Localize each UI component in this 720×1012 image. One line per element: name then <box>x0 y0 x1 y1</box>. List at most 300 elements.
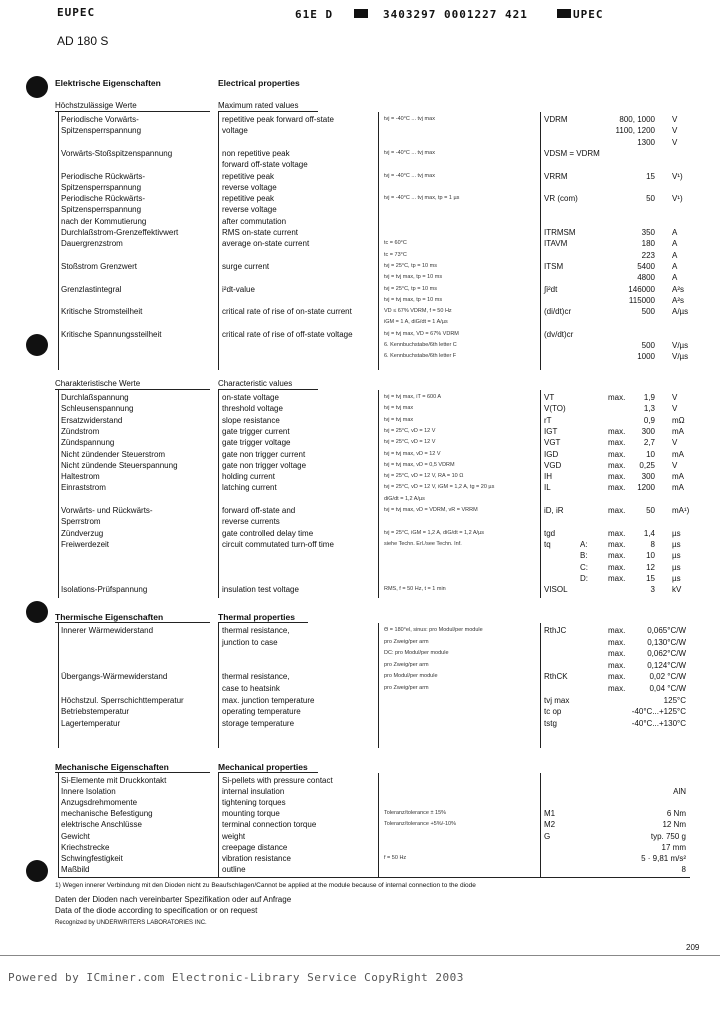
param-de: Höchstzul. Sperrschichttemperatur <box>61 695 184 705</box>
footnote-1: 1) Wegen innerer Verbindung mit den Dioden nicht zu Beaufschlagen/Cannot be applied at the module because of internal connection to the diode <box>55 882 476 889</box>
mechanical-underline-de <box>55 772 210 773</box>
thermal-mid-rule <box>218 623 219 748</box>
param-en: critical rate of rise of off-state voltage <box>222 329 353 339</box>
table-row <box>0 295 720 306</box>
value: 0,9 <box>643 415 655 425</box>
value: 180 <box>641 239 655 249</box>
value: typ. 750 g <box>650 831 686 841</box>
variant-label: C: <box>580 562 588 572</box>
symbol: tq <box>544 539 551 549</box>
qualifier: max. <box>608 637 626 647</box>
table-row <box>0 775 720 786</box>
max-cond-rule <box>378 112 379 370</box>
table-row <box>0 392 720 403</box>
condition: RMS, f = 50 Hz, t = 1 min <box>384 586 446 593</box>
table-row <box>0 831 720 842</box>
symbol: tgd <box>544 528 556 538</box>
symbol: VR (com) <box>544 194 578 204</box>
param-de: Si-Elemente mit Druckkontakt <box>61 776 167 785</box>
qualifier: max. <box>608 506 626 515</box>
mechanical-title-en: Mechanical properties <box>218 762 308 772</box>
qualifier: max. <box>608 562 626 572</box>
param-de: Schwingfestigkeit <box>61 853 123 863</box>
value: 1300 <box>637 137 655 147</box>
symbol: iD, iR <box>544 506 564 515</box>
model-title: AD 180 S <box>57 34 109 48</box>
param-en: gate non trigger voltage <box>222 460 307 470</box>
param-en: slope resistance <box>222 415 280 425</box>
symbol: ITSM <box>544 261 564 271</box>
qualifier: max. <box>608 472 626 482</box>
param-en: i²dt-value <box>222 284 255 294</box>
param-en: outline <box>222 864 246 874</box>
param-de: Maßbild <box>61 864 90 874</box>
param-de: Zündverzug <box>61 528 104 538</box>
punch-hole-3 <box>26 601 48 623</box>
symbol: (di/dt)cr <box>544 307 572 317</box>
condition: tvj = 25°C, vD = 12 V, RA = 10 Ω <box>384 473 464 480</box>
condition: tvj = tvj max <box>384 416 414 423</box>
param-en: max. junction temperature <box>222 695 315 705</box>
value: -40°C...+125°C <box>631 707 686 717</box>
symbol: RthCK <box>544 672 568 682</box>
value: 4800 <box>637 273 655 283</box>
qualifier: max. <box>608 672 626 682</box>
char-mid-rule <box>218 390 219 598</box>
table-row <box>0 148 720 159</box>
value: -40°C...+130°C <box>631 718 686 728</box>
param-en: weight <box>222 831 246 841</box>
param-de: Anzugsdrehmomente <box>61 798 138 808</box>
char-values-de: Charakteristische Werte <box>55 379 141 388</box>
value: 12 Nm <box>662 820 686 830</box>
header-code: 61E D <box>295 8 334 21</box>
condition: tvj = tvj max, tp = 10 ms <box>384 274 443 281</box>
value: 146000 <box>628 284 655 294</box>
table-row <box>0 182 720 193</box>
table-row <box>0 808 720 819</box>
param-en: thermal resistance, <box>222 626 290 635</box>
qualifier: max. <box>608 539 626 549</box>
qualifier: max. <box>608 626 626 635</box>
char-underline-de <box>55 389 210 390</box>
value: 0,02 °C/W <box>649 672 686 682</box>
param-de: Ersatzwiderstand <box>61 415 123 425</box>
qualifier: max. <box>608 393 626 402</box>
table-row <box>0 460 720 471</box>
char-values-en: Characteristic values <box>218 379 293 388</box>
table-row <box>0 562 720 573</box>
param-en: gate controlled delay time <box>222 528 314 538</box>
param-de: Vorwärts-Stoßspitzenspannung <box>61 148 173 158</box>
param-en: case to heatsink <box>222 684 280 693</box>
condition: tvj = 25°C, vD = 12 V <box>384 439 436 446</box>
symbol: tstg <box>544 718 557 728</box>
param-en: threshold voltage <box>222 404 283 414</box>
table-row <box>0 786 720 797</box>
variant-label: B: <box>580 551 588 561</box>
mech-mid-rule <box>218 773 219 877</box>
param-de: mechanische Befestigung <box>61 809 153 819</box>
unit: mA <box>672 472 684 482</box>
symbol: RthJC <box>544 626 567 635</box>
param-en: repetitive peak <box>222 171 275 181</box>
param-de: Einraststrom <box>61 483 106 493</box>
unit: µs <box>672 573 681 583</box>
condition: Θ = 180°el, sinus: pro Modul/per module <box>384 627 483 633</box>
symbol: tc op <box>544 707 562 717</box>
table-row <box>0 340 720 351</box>
mech-bottom-rule <box>58 877 690 878</box>
param-en: voltage <box>222 126 248 136</box>
param-en: thermal resistance, <box>222 672 290 682</box>
condition: pro Zweig/per arm <box>384 661 429 668</box>
value: 15 <box>646 171 655 181</box>
param-de: Vorwärts- und Rückwärts- <box>61 506 153 515</box>
symbol: G <box>544 831 551 841</box>
condition: tvj = tvj max, VD = 67% VDRM <box>384 330 459 337</box>
value: 0,25 <box>639 460 655 470</box>
unit: A²s <box>672 295 684 305</box>
param-en: vibration resistance <box>222 853 291 863</box>
qualifier: max. <box>608 573 626 583</box>
param-de: Innere Isolation <box>61 787 116 797</box>
condition: tvj = -40°C ... tvj max <box>384 116 435 122</box>
condition: tvj = tvj max, tp = 10 ms <box>384 296 443 303</box>
symbol: IGD <box>544 449 559 459</box>
mech-sym-rule <box>540 773 541 877</box>
unit: V <box>672 137 678 147</box>
table-row <box>0 842 720 853</box>
max-values-en: Maximum rated values <box>218 101 299 110</box>
symbol: ITAVM <box>544 239 568 249</box>
value: 500 <box>641 341 655 350</box>
table-row <box>0 238 720 249</box>
unit: A <box>672 250 678 260</box>
param-de: Kriechstrecke <box>61 842 110 852</box>
value: 115000 <box>628 295 655 305</box>
unit: kV <box>672 585 682 595</box>
symbol: tvj max <box>544 695 570 705</box>
param-en: circuit commutated turn-off time <box>222 539 334 549</box>
param-de: Kritische Spannungssteilheit <box>61 329 162 339</box>
param-en: reverse voltage <box>222 182 277 192</box>
param-de: Periodische Vorwärts- <box>61 115 139 124</box>
table-row <box>0 528 720 539</box>
condition: tvj = -40°C ... tvj max <box>384 149 435 156</box>
value: 0,130°C/W <box>647 637 686 647</box>
symbol: rT <box>544 415 552 425</box>
symbol: ∫i²dt <box>544 284 558 294</box>
condition: iGM = 1 A, diG/dt = 1 A/µs <box>384 319 448 326</box>
param-de: Nicht zündender Steuerstrom <box>61 449 166 459</box>
header-block-right <box>557 9 571 18</box>
param-en: holding current <box>222 472 275 482</box>
table-row <box>0 573 720 584</box>
table-row <box>0 114 720 125</box>
qualifier: max. <box>608 438 626 448</box>
value: 3 <box>650 585 655 595</box>
unit: A <box>672 261 678 271</box>
symbol: M1 <box>544 809 556 819</box>
symbol: IH <box>544 472 552 482</box>
punch-hole-1 <box>26 76 48 98</box>
qualifier: max. <box>608 660 626 670</box>
param-de: Betriebstemperatur <box>61 707 130 717</box>
value: 15 <box>646 573 655 583</box>
param-de: Übergangs-Wärmewiderstand <box>61 672 168 682</box>
param-en: non repetitive peak <box>222 148 290 158</box>
footer-separator <box>0 955 720 956</box>
unit: µs <box>672 562 681 572</box>
symbol: (dv/dt)cr <box>544 329 574 339</box>
param-en: forward off-state voltage <box>222 160 308 170</box>
condition: pro Modul/per module <box>384 673 438 680</box>
table-row <box>0 284 720 295</box>
param-en: average on-state current <box>222 239 310 249</box>
table-row <box>0 351 720 362</box>
table-row <box>0 482 720 493</box>
param-de: nach der Kommutierung <box>61 216 147 226</box>
param-de: Sperrstrom <box>61 517 101 527</box>
condition: tvj = 25°C, vD = 12 V, iGM = 1,2 A, tg = 20 µs <box>384 484 495 491</box>
param-en: repetitive peak <box>222 194 275 204</box>
max-values-de: Höchstzulässige Werte <box>55 101 137 110</box>
param-de: Haltestrom <box>61 472 100 482</box>
value: 10 <box>646 551 655 561</box>
symbol: ITRMSM <box>544 228 576 237</box>
value: 300 <box>641 472 655 482</box>
symbol: IL <box>544 483 551 493</box>
condition: diG/dt = 1,2 A/µs <box>384 495 425 502</box>
unit: V <box>672 115 678 124</box>
unit: µs <box>672 528 681 538</box>
ul-recognition: Recognized by UNDERWRITERS LABORATORIES INC. <box>55 920 207 926</box>
param-en: gate non trigger current <box>222 449 306 459</box>
table-row <box>0 550 720 561</box>
param-de: Freiwerdezeit <box>61 539 110 549</box>
unit: µs <box>672 539 681 549</box>
param-en: Si-pellets with pressure contact <box>222 776 333 785</box>
param-de: Stoßstrom Grenzwert <box>61 261 138 271</box>
value: 0,062°C/W <box>647 649 686 659</box>
condition: tvj = -40°C ... tvj max <box>384 172 435 179</box>
table-row <box>0 171 720 182</box>
max-underline-de <box>55 111 210 112</box>
param-en: internal insulation <box>222 787 285 797</box>
param-en: storage temperature <box>222 718 295 728</box>
table-row <box>0 216 720 227</box>
table-row <box>0 539 720 550</box>
condition: tc = 60°C <box>384 240 407 247</box>
unit: mΩ <box>672 415 685 425</box>
param-en: mounting torque <box>222 809 280 819</box>
char-cond-rule <box>378 390 379 598</box>
table-row <box>0 660 720 671</box>
table-row <box>0 516 720 527</box>
electrical-title-en: Electrical properties <box>218 78 300 88</box>
param-en: terminal connection torque <box>222 820 317 830</box>
qualifier: max. <box>608 460 626 470</box>
value: 5 · 9,81 m/s² <box>641 853 686 863</box>
thermal-underline-en <box>218 622 308 623</box>
value: 6 Nm <box>666 809 686 819</box>
table-row <box>0 250 720 261</box>
value: 500 <box>641 307 655 317</box>
value: 1,3 <box>643 404 655 414</box>
condition: 6. Kennbuchstabe/6th letter C <box>384 342 457 348</box>
table-row <box>0 137 720 148</box>
param-de: Periodische Rückwärts- <box>61 194 146 204</box>
param-en: tightening torques <box>222 798 286 808</box>
unit: V <box>672 126 678 136</box>
condition: tvj = tvj max, vD = 0,5 VDRM <box>384 461 455 468</box>
condition: tvj = 25°C, tp = 10 ms <box>384 285 437 292</box>
condition: tvj = tvj max, iT = 600 A <box>384 394 442 400</box>
param-en: reverse currents <box>222 517 280 527</box>
condition: 6. Kennbuchstabe/6th letter F <box>384 353 457 360</box>
symbol: VGD <box>544 460 562 470</box>
symbol: V(TO) <box>544 404 566 414</box>
qualifier: max. <box>608 528 626 538</box>
table-row <box>0 648 720 659</box>
condition: Toleranz/tolerance ± 15% <box>384 810 447 817</box>
param-en: RMS on-state current <box>222 228 299 237</box>
table-row <box>0 683 720 694</box>
value: 1,9 <box>643 393 655 402</box>
variant-label: D: <box>580 573 588 583</box>
value: 5400 <box>637 261 655 271</box>
param-en: creepage distance <box>222 842 288 852</box>
thermal-underline-de <box>55 622 210 623</box>
param-de: Durchlaßspannung <box>61 393 129 402</box>
param-en: on-state voltage <box>222 393 279 402</box>
value: 50 <box>646 506 655 515</box>
param-de: Dauergrenzstrom <box>61 239 123 249</box>
qualifier: max. <box>608 426 626 436</box>
value: 800, 1000 <box>619 115 655 124</box>
table-row <box>0 853 720 864</box>
param-en: repetitive peak forward off-state <box>222 115 334 124</box>
unit: A/µs <box>672 307 689 317</box>
param-de: Zündspannung <box>61 438 115 448</box>
electrical-title-de: Elektrische Eigenschaften <box>55 78 161 88</box>
value: 1,4 <box>643 528 655 538</box>
unit: mA <box>672 426 684 436</box>
symbol: VISOL <box>544 585 568 595</box>
mechanical-underline-en <box>218 772 318 773</box>
unit: V/µs <box>672 341 689 350</box>
table-row <box>0 671 720 682</box>
qualifier: max. <box>608 649 626 659</box>
page-number: 209 <box>686 943 700 952</box>
condition: tc = 73°C <box>384 251 407 258</box>
table-row <box>0 272 720 283</box>
param-de: Gewicht <box>61 831 90 841</box>
unit: V/µs <box>672 352 689 362</box>
table-row <box>0 204 720 215</box>
powered-by-banner: Powered by ICminer.com Electronic-Library Service CopyRight 2003 <box>8 971 464 984</box>
symbol: VDSM = VDRM <box>544 148 600 158</box>
table-row <box>0 864 720 875</box>
table-row <box>0 437 720 448</box>
table-row <box>0 797 720 808</box>
thermal-title-de: Thermische Eigenschaften <box>55 612 164 622</box>
condition: tvj = 25°C, iGM = 1,2 A, diG/dt = 1,2 A/µs <box>384 529 484 536</box>
table-row <box>0 494 720 505</box>
table-row <box>0 718 720 729</box>
qualifier: max. <box>608 551 626 561</box>
param-en: latching current <box>222 483 277 493</box>
table-row <box>0 819 720 830</box>
unit: A <box>672 228 678 237</box>
param-en: forward off-state and <box>222 506 296 515</box>
table-row <box>0 329 720 340</box>
max-mid-rule <box>218 112 219 370</box>
header-barcode-text: 3403297 0001227 421 <box>383 8 528 21</box>
value: 300 <box>641 426 655 436</box>
param-de: Spitzensperrspannung <box>61 182 142 192</box>
unit: mA <box>672 449 684 459</box>
qualifier: max. <box>608 483 626 493</box>
param-en: critical rate of rise of on-state current <box>222 307 352 317</box>
value: 125°C <box>663 695 686 705</box>
param-de: Nicht zündende Steuerspannung <box>61 460 178 470</box>
table-row <box>0 261 720 272</box>
table-row <box>0 193 720 204</box>
value: 17 mm <box>661 842 686 852</box>
unit: V <box>672 438 678 448</box>
condition: tvj = -40°C ... tvj max, tp = 1 µs <box>384 195 460 202</box>
header-block-left <box>354 9 368 18</box>
table-row <box>0 159 720 170</box>
symbol: IGT <box>544 426 558 436</box>
value: 2,7 <box>643 438 655 448</box>
value: 0,065°C/W <box>647 626 686 635</box>
qualifier: max. <box>608 684 626 693</box>
table-row <box>0 449 720 460</box>
value: 0,124°C/W <box>647 660 686 670</box>
param-en: reverse voltage <box>222 205 277 215</box>
param-de: elektrische Anschlüsse <box>61 820 142 830</box>
param-de: Periodische Rückwärts- <box>61 171 146 181</box>
symbol: VRRM <box>544 171 568 181</box>
footnote-3: Data of the diode according to specification or on request <box>55 906 258 915</box>
condition: tvj = 25°C, tp = 10 ms <box>384 262 437 269</box>
brand-logo: EUPEC <box>57 6 96 19</box>
table-row <box>0 625 720 636</box>
thermal-sym-rule <box>540 623 541 748</box>
value: 1000 <box>637 352 655 362</box>
param-de: Zündstrom <box>61 426 100 436</box>
param-de: Lagertemperatur <box>61 718 121 728</box>
param-de: Innerer Wärmewiderstand <box>61 626 154 635</box>
param-en: surge current <box>222 261 270 271</box>
param-de: Durchlaßstrom-Grenzeffektivwert <box>61 228 179 237</box>
table-row <box>0 584 720 595</box>
condition: siehe Techn. Erl./see Techn. Inf. <box>384 540 462 547</box>
unit: V <box>672 404 678 414</box>
table-row <box>0 403 720 414</box>
condition: pro Zweig/per arm <box>384 685 429 691</box>
value: 8 <box>681 864 686 874</box>
param-de: Kritische Stromsteilheit <box>61 307 143 317</box>
condition: tvj = tvj max, vD = 12 V <box>384 450 441 457</box>
table-row <box>0 637 720 648</box>
param-de: Grenzlastintegral <box>61 284 122 294</box>
value: 0,04 °C/W <box>649 684 686 693</box>
condition: tvj = tvj max <box>384 405 414 412</box>
